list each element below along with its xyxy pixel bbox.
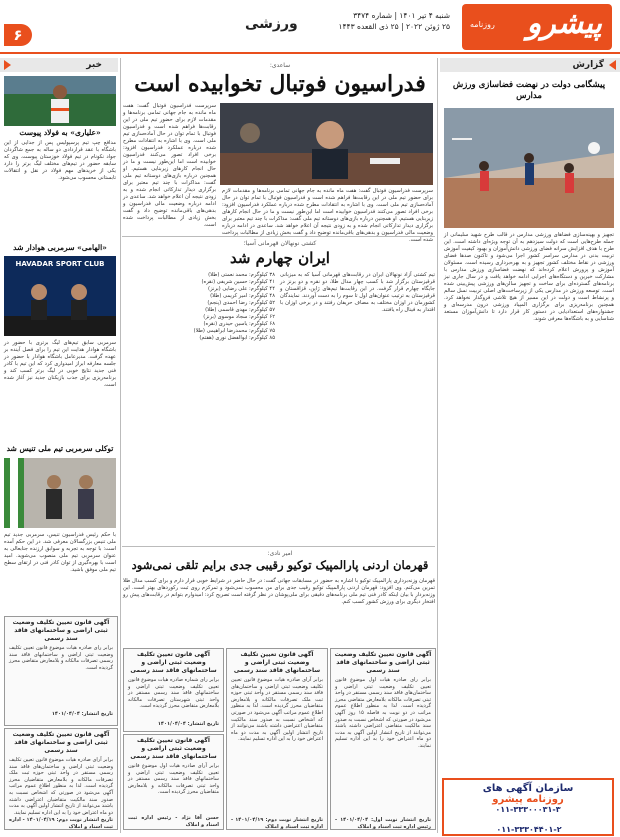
- legal-ad-4[interactable]: [123, 734, 224, 830]
- logo-subtitle: روزنامه: [470, 20, 495, 29]
- legal-ad-title: آگهی قانون تعیین تکلیف وضعیت ثبتی اراضی و ساختمانهای فاقد سند رسمی: [130, 737, 217, 760]
- date-line: [300, 10, 450, 32]
- date-line-issue: شنبه ۴ تیر ۱۴۰۱ | شماره ۳۴۷۴: [353, 11, 450, 20]
- main-story-kicker: ساعدی:: [269, 62, 291, 69]
- report-headline[interactable]: پیشگامی دولت در نهضت فضاسازی ورزش مدارس: [452, 80, 606, 101]
- report-arrow-icon: [609, 60, 616, 70]
- wrestling-result: ۴۴ کیلوگرم: علی رضایی (برنز): [208, 286, 275, 292]
- legal-ad-footer: تاریخ انتشار: ۱۴۰۱/۰۴/۰۴: [157, 721, 219, 727]
- legal-ad-footer: تاریخ انتشار نوبت دوم: ۱۴۰۱/۰۴/۱۹ - اداره ثبت اسناد و املاک: [231, 817, 323, 830]
- report-column-header: [440, 58, 620, 72]
- wrestling-result: ۳۸ کیلوگرم: محمد نعمتی (طلا): [208, 272, 275, 278]
- left-news-1-title[interactable]: «علیاری» به فولاد پیوست: [19, 128, 101, 137]
- left-news-2-body: سرمربی سابق تیم‌های لیگ برتری با حضور در باشگاه هوادار هدایت این تیم را برای فصل آینده بر عهده گرفت. مدیرعامل باشگاه هوادار با حضور در جلسه معارفه ابراز امیدواری کرد که این تیم با کادر فنی جدید نتایج خوبی در لیگ برتر کسب کند و برنامه‌ریزی برای جذب بازیکنان جدید نیز آغاز شده است.: [4, 340, 116, 388]
- news-column-header: [0, 58, 118, 72]
- legal-ad-3[interactable]: [123, 648, 224, 732]
- legal-ad-title: آگهی قانون تعیین تکلیف وضعیت ثبتی اراضی و ساختمانهای فاقد سند رسمی: [130, 651, 217, 674]
- legal-ad-footer: تاریخ انتشار: ۱۴۰۱/۰۴/۰۴: [51, 711, 113, 717]
- paralympic-headline[interactable]: قهرمان اردنی پارالمپیک توکیو رقیبی جدی برایم تلقی نمی‌شود: [131, 558, 429, 572]
- paralympic-kicker: امیر نادی:: [267, 550, 293, 557]
- legal-ad-body: برابر رای شماره صادره هیات موضوع قانون تعیین تکلیف وضعیت ثبتی اراضی و ساختمانهای فاقد سند رسمی مستقر در واحد ثبتی شهرستان تصرفات مالکانه بلامعارض متقاضی محرز گردیده است.: [128, 677, 219, 710]
- promo-subtitle: روزنامه پیشرو: [492, 794, 564, 805]
- report-column-label: گزارش: [572, 60, 604, 70]
- wrestling-results-list: [123, 272, 275, 542]
- legal-ad-6[interactable]: [4, 728, 118, 830]
- main-story-body-bottom: سرپرست فدراسیون فوتبال گفت: هفت ماه مانده به جام جهانی تمامی برنامه‌ها و مقدمات لازم برای حضور تیم ملی در این رقابت‌ها فراهم شده است و فدراسیون فوتبال با تمام توان در حال آماده‌سازی تیم ملی است. وی با اشاره به انتقادات مطرح شده درباره عملکرد فدراسیون افزود: برخی افراد تصور می‌کنند فدراسیون خوابیده است اما این‌طور نیست و ما در حال انجام کارهای زیربنایی هستیم. او همچنین درباره بازی‌های دوستانه تیم ملی گفت: مذاکرات با چند تیم معتبر برای برگزاری دیدار تدارکاتی انجام شده و به زودی نتیجه آن اعلام خواهد شد. ساعدی در ادامه درباره وضعیت مالی فدراسیون و بدهی‌های باقی‌مانده توضیح داد و گفت بخش زیادی از مطالبات پرداخت شده است.: [222, 188, 433, 243]
- legal-ad-body: برابر آرای صادره هیات اول موضوع قانون تعیین تکلیف وضعیت ثبتی اراضی و ساختمانهای فاقد سند رسمی مستقر در واحد ثبتی تصرفات مالکانه و بلامعارض متقاضیان محرز گردیده است.: [128, 763, 219, 796]
- legal-ad-footer: تاریخ انتشار نوبت دوم: ۱۴۰۱/۰۴/۱۹ - اداره ثبت اسناد و املاک: [9, 817, 114, 830]
- masthead-rule: [0, 52, 620, 54]
- wrestling-result: ۵۷ کیلوگرم: مهدی قاسمی (طلا): [205, 307, 275, 313]
- legal-ad-2[interactable]: [226, 648, 328, 830]
- date-line-dates: ۲۵ ژوئن ۲۰۲۲ | ۲۵ ذی القعده ۱۴۴۳: [338, 22, 450, 31]
- promo-phone-1[interactable]: ۰۱۱-۳۳۳۰۰۰۳۱-۳: [495, 805, 561, 814]
- wrestling-headline[interactable]: ایران چهارم شد: [230, 249, 330, 267]
- news-column-label: خبر: [86, 60, 102, 70]
- wrestling-result: ۸۵ کیلوگرم: ابوالفضل نوری (هفتم): [199, 335, 275, 341]
- legal-ad-title: آگهی قانون تعیین تکلیف وضعیت ثبتی اراضی و ساختمانهای فاقد سند رسمی: [12, 731, 110, 754]
- students-sports-photo: [444, 108, 614, 228]
- legal-ad-title: آگهی قانون تعیین تکلیف وضعیت ثبتی اراضی و ساختمانهای فاقد سند رسمی: [12, 619, 110, 642]
- legal-ad-footer: تاریخ انتشار نوبت اول: ۱۴۰۱/۰۴/۰۴ - رئیس اداره ثبت اسناد و املاک: [335, 817, 431, 830]
- wrestling-result: ۶۸ کیلوگرم: یاسین حیدری (نقره): [203, 321, 275, 327]
- legal-ad-5[interactable]: [4, 616, 118, 726]
- left-news-3-body: با حکم رئیس فدراسیون تنیس، سرمربی جدید تیم ملی تنیس بزرگسالان معرفی شد. در این حکم آمده است: با توجه به تجربه و سوابق ارزنده جنابعالی به عنوان سرمربی تیم ملی منصوب می‌شوید. امید است با بهره‌گیری از توان کادر فنی در ارتقای سطح تیم ملی موفق باشید.: [4, 532, 116, 573]
- legal-ad-1[interactable]: [330, 648, 436, 830]
- masthead: [0, 0, 620, 58]
- promo-title: سازمان آگهی های: [482, 783, 574, 794]
- page-number: ۶: [4, 24, 32, 46]
- wrestling-result: ۵۲ کیلوگرم: رضا احمدی (پنجم): [207, 300, 275, 306]
- federation-official-photo: [220, 103, 433, 185]
- player-photo: [4, 76, 116, 126]
- left-news-1-body: مدافع چپ تیم پرسپولیس پس از جدایی از این باشگاه با عقد قراردادی دو ساله به جمع شاگردان جواد نکونام در تیم فولاد خوزستان پیوست. وی که سابقه حضور در تیم‌های مختلف لیگ برتر را دارد یکی از خریدهای مهم فولاد در نقل و انتقالات تابستانی محسوب می‌شود.: [4, 140, 116, 181]
- legal-ad-title: آگهی قانون تعیین تکلیف وضعیت ثبتی اراضی و ساختمانهای فاقد سند رسمی: [233, 651, 321, 674]
- wrestling-result: ۴۱ کیلوگرم: حسین شریفی (نقره): [201, 279, 275, 285]
- column-divider: [120, 58, 121, 833]
- news-arrow-icon: [4, 60, 11, 70]
- paralympic-body: قهرمان وزنه‌برداری پارالمپیک توکیو با اشاره به حضور در مسابقات جهانی گفت: در حال حاضر در شرایط خوبی قرار دارم و برای کسب مدال طلا تمرین می‌کنم. وی افزود: قهرمان اردنی پارالمپیک توکیو رقیب جدی برای من محسوب نمی‌شود و تمرکزم روی ثبت رکوردهای بهتر است. این وزنه‌بردار با بیان اینکه کادر فنی تیم ملی برنامه‌های دقیقی برای ملی‌پوشان در نظر گرفته است تصریح کرد: امیدوارم بتوانم در رقابت‌های پیش رو افتخار دیگری برای ورزش کشور کسب کنم.: [123, 578, 435, 605]
- legal-ad-body: برابر آرای صادره هیات موضوع قانون تعیین تکلیف وضعیت ثبتی اراضی و ساختمان‌های فاقد سند رسمی مستقر در واحد ثبتی حوزه ثبت ملک تصرفات مالکانه و بلامعارض متقاضیان محرز گردیده است. لذا به منظور اطلاع عموم مراتب آگهی می‌شود در صورتی که اشخاص نسبت به صدور سند مالکیت متقاضیان اعتراضی داشته باشند می‌توانند از تاریخ انتشار اولین آگهی به مدت دو ماه اعتراض خود را به این اداره تسلیم نمایند.: [9, 757, 113, 816]
- wrestling-result: ۷۵ کیلوگرم: محمدرضا ابراهیمی (طلا): [193, 328, 275, 334]
- story-separator: [122, 236, 435, 237]
- wrestling-result: ۴۸ کیلوگرم: امیر کریمی (طلا): [210, 293, 275, 299]
- legal-ad-footer: حسن آقا نژاد - رئیس اداره ثبت اسناد و املاک: [128, 815, 219, 828]
- tennis-ceremony-photo: [4, 458, 116, 528]
- main-story-body-left: سرپرست فدراسیون فوتبال گفت: هفت ماه مانده به جام جهانی تمامی برنامه‌ها و مقدمات لازم برای حضور تیم ملی در این رقابت‌ها فراهم شده است و فدراسیون فوتبال با تمام توان در حال آماده‌سازی تیم ملی است. وی با اشاره به انتقادات مطرح شده درباره عملکرد فدراسیون افزود: برخی افراد تصور می‌کنند فدراسیون خوابیده است اما این‌طور نیست و ما در حال انجام کارهای زیربنایی هستیم. او همچنین درباره بازی‌های دوستانه تیم ملی گفت: مذاکرات با چند تیم معتبر برای برگزاری دیدار تدارکاتی انجام شده و به زودی نتیجه آن اعلام خواهد شد. ساعدی در ادامه درباره وضعیت مالی فدراسیون و بدهی‌های باقی‌مانده توضیح داد و گفت بخش زیادی از مطالبات پرداخت شده است.: [123, 103, 216, 228]
- left-news-2-title[interactable]: «الهامی» سرمربی هوادار شد: [13, 243, 107, 252]
- section-title: ورزشی: [245, 16, 298, 32]
- main-story-headline[interactable]: فدراسیون فوتبال تخوابیده است: [134, 71, 426, 97]
- report-body: تجهیز و بهینه‌سازی فضاهای ورزشی مدارس در قالب طرح شهید سلیمانی از جمله طرح‌هایی است که دولت سیزدهم به آن توجه ویژه‌ای داشته است. این طرح با هدف افزایش سرانه فضای ورزشی دانش‌آموزان و بهبود کیفیت آموزش تربیت بدنی در مدارس سراسر کشور اجرا می‌شود و تاکنون صدها فضای ورزشی در نقاط مختلف کشور تجهیز و به بهره‌برداری رسیده است. مسئولان آموزش و پرورش اعلام کرده‌اند که نهضت فضاسازی ورزش مدارس با مشارکت خیرین و دستگاه‌های اجرایی ادامه خواهد یافت و در سال جاری نیز برنامه‌های گسترده‌ای برای ساخت و تجهیز سالن‌های ورزشی پیش‌بینی شده است. توسعه ورزش در مدارس یکی از زیرساخت‌های اصلی تربیت نسل سالم و پرنشاط است و دولت در این مسیر از هیچ تلاشی فروگذار نخواهد کرد. همچنین برنامه‌ریزی برای برگزاری المپیاد ورزشی درون مدرسه‌ای و جشنواره‌های استعدادیابی در دستور کار قرار دارد تا دانش‌آموزان مستعد شناسایی و به باشگاه‌ها معرفی شوند.: [444, 232, 614, 322]
- havadar-banner-text: HAVADAR SPORT CLUB: [15, 260, 105, 268]
- legal-ad-body: برابر رای صادره هیات اول موضوع قانون تعیین تکلیف وضعیت ثبتی اراضی و ساختمان‌های فاقد سند رسمی مستقر در واحد ثبتی تصرفات مالکانه بلامعارض متقاضی محرز گردیده است. لذا به منظور اطلاع عموم مراتب در دو نوبت به فاصله ۱۵ روز آگهی می‌شود در صورتی که اشخاص نسبت به صدور سند مالکیت متقاضی اعتراضی داشته باشند می‌توانند از تاریخ انتشار اولین آگهی به مدت دو ماه اعتراض خود را به این اداره تسلیم نمایند.: [335, 677, 431, 749]
- wrestling-body: تیم کشتی آزاد نونهالان ایران در رقابت‌های قهرمانی آسیا که به میزبانی قرقیزستان برگزار شد با کسب چهار مدال طلا، دو نقره و دو برنز در جایگاه چهارم قرار گرفت. در این رقابت‌ها تیم‌های ژاپن، قزاقستان و قرقیزستان به ترتیب عنوان‌های اول تا سوم را به دست آوردند. نمایندگان کشورمان در اوزان مختلف به مصاف حریفان رفتند و در برخی اوزان با اقتدار به فینال راه یافتند.: [280, 272, 435, 313]
- havadar-banner-photo: [4, 256, 116, 336]
- logo-text: پیشرو: [526, 6, 602, 41]
- story-separator: [122, 546, 435, 547]
- legal-ad-title: آگهی قانون تعیین تکلیف وضعیت ثبتی اراضی و ساختمانهای فاقد سند رسمی: [334, 651, 432, 674]
- wrestling-kicker: کشتی نونهالان قهرمانی آسیا؛: [243, 240, 317, 247]
- column-divider: [437, 58, 438, 833]
- promo-phone-2[interactable]: ۰۱۱-۳۳۳۰۴۴۰۱-۲: [496, 825, 562, 834]
- left-news-3-title[interactable]: توکلی سرمربی تیم ملی تنیس شد: [6, 444, 114, 453]
- legal-ad-body: برابر آرای صادره هیات موضوع قانون تعیین تکلیف وضعیت ثبتی اراضی و ساختمان‌های فاقد سند رسمی مستقر در واحد ثبتی حوزه ثبت ملک تصرفات مالکانه و بلامعارض متقاضیان محرز گردیده است. لذا به منظور اطلاع عموم مراتب آگهی می‌شود در صورتی که اشخاص نسبت به صدور سند مالکیت متقاضیان اعتراضی داشته باشند می‌توانند از تاریخ انتشار اولین آگهی به مدت دو ماه اعتراض خود را به این اداره تسلیم نمایند.: [231, 677, 323, 743]
- wrestling-result: ۶۲ کیلوگرم: سجاد موسوی (برنز): [203, 314, 275, 320]
- newspaper-logo[interactable]: [462, 4, 612, 50]
- legal-ad-body: برابر رای صادره هیات موضوع قانون تعیین تکلیف وضعیت ثبتی اراضی و ساختمانهای فاقد سند رسمی تصرفات مالکانه و بلامعارض متقاضی محرز گردیده است.: [9, 645, 113, 671]
